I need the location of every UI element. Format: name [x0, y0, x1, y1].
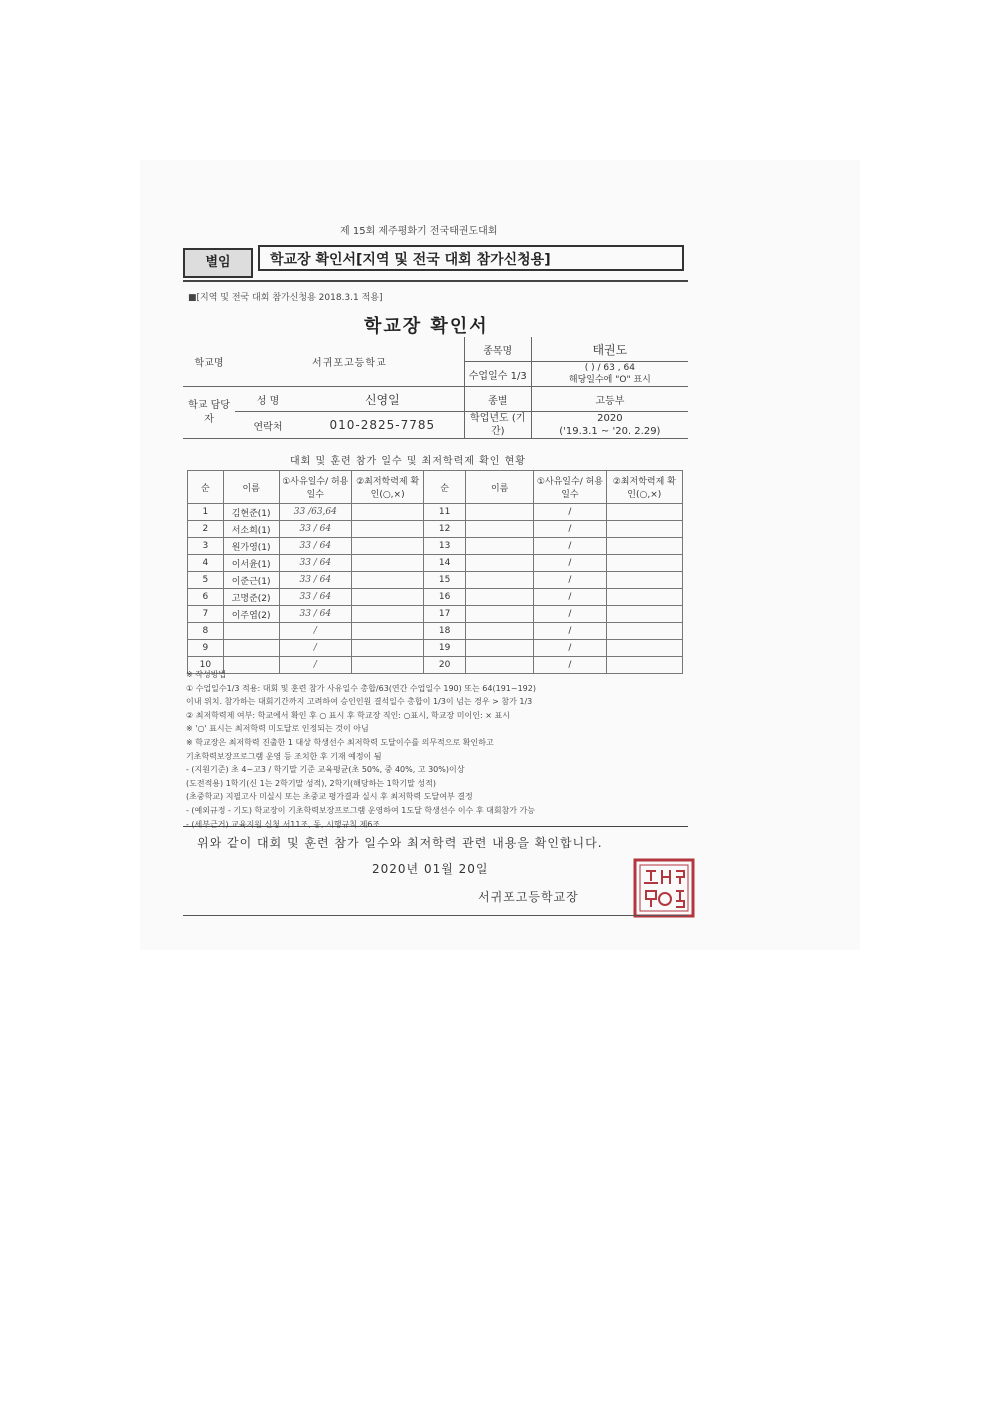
document-title: 학교장 확인서 [364, 316, 489, 337]
student-name [466, 606, 534, 623]
period-label: 학업년도 (기간) [464, 412, 531, 439]
divider [183, 826, 688, 827]
row-number: 11 [424, 504, 466, 521]
note-line: ※ 학교장은 최저학력 진출한 1 대상 학생선수 최저학력 도달이수를 의무적으로 확인하고 [186, 737, 494, 747]
absence-days: / [534, 555, 606, 572]
note-line: 이내 위치. 참가하는 대회기간까지 고려하여 승인인원 결석일수 총합이 1/3이 넘는 경우 > 참가 1/3 [186, 697, 533, 707]
row-number: 8 [188, 623, 224, 640]
academic-check [351, 623, 423, 640]
col-no: 순 [424, 471, 466, 504]
table-row [188, 606, 683, 623]
period-cell [531, 412, 688, 439]
table-row [188, 538, 683, 555]
row-number: 20 [424, 657, 466, 674]
row-number: 1 [188, 504, 224, 521]
student-name: 서소희(1) [223, 521, 279, 538]
absence-days: / [534, 640, 606, 657]
absence-days: / [534, 538, 606, 555]
student-name [223, 623, 279, 640]
table-row [188, 504, 683, 521]
absence-days: 33 / 64 [279, 606, 351, 623]
student-name: 고명준(2) [223, 589, 279, 606]
student-name [466, 572, 534, 589]
note-line: - (예외규정 - 기도) 학교장이 기초학력보장프로그램 운영하여 1도달 학생선수 이수 후 대회참가 가능 [186, 805, 536, 815]
academic-check [606, 623, 682, 640]
notes [186, 668, 686, 831]
absence-days: / [534, 589, 606, 606]
absence-days: 33 / 64 [279, 572, 351, 589]
student-name: 원가영(1) [223, 538, 279, 555]
student-name: 김현준(1) [223, 504, 279, 521]
absence-days: 33 / 64 [279, 589, 351, 606]
attend-label: 수업일수 1/3 [464, 362, 531, 387]
academic-check [351, 555, 423, 572]
school-name: 서귀포고등학교 [235, 337, 464, 387]
table-row [188, 521, 683, 538]
note-line: (초중학교) 지필고사 미실시 또는 초중교 평가결과 실시 후 최저학력 도달여부 결정 [186, 792, 473, 802]
student-name: 이서윤(1) [223, 555, 279, 572]
academic-check [351, 572, 423, 589]
col-days: ①사유일수/ 허용일수 [279, 471, 351, 504]
row-number: 17 [424, 606, 466, 623]
row-number: 15 [424, 572, 466, 589]
staff-label: 학교 담당자 [183, 387, 235, 439]
absence-days: 33 / 64 [279, 521, 351, 538]
student-name: 이준근(1) [223, 572, 279, 589]
absence-days: / [534, 657, 606, 674]
academic-check [606, 572, 682, 589]
absence-days: / [534, 606, 606, 623]
name-value: 신영일 [301, 387, 464, 412]
note-line: ② 최저학력제 여부: 학교에서 확인 후 ○ 표시 후 학교장 직인: ○표시, 학교장 미이인: × 표시 [186, 710, 510, 720]
table-row [188, 623, 683, 640]
row-number: 9 [188, 640, 224, 657]
academic-check [606, 606, 682, 623]
event-value: 태권도 [531, 337, 688, 362]
contact-label: 연락처 [235, 412, 301, 439]
contact-value: 010-2825-7785 [301, 412, 464, 439]
note-line: ※ 작성방법 [186, 670, 227, 679]
note-line: 기초학력보장프로그램 운영 등 조치한 후 기재 예정이 됨 [186, 751, 382, 761]
attend-value: ( ) / 63 , 64 [584, 363, 635, 373]
student-name [223, 640, 279, 657]
academic-check [606, 640, 682, 657]
period-year: 2020 [597, 413, 623, 424]
row-number: 16 [424, 589, 466, 606]
student-name [466, 538, 534, 555]
row-number: 4 [188, 555, 224, 572]
absence-days: / [279, 640, 351, 657]
academic-check [606, 555, 682, 572]
absence-days: 33 / 64 [279, 538, 351, 555]
row-number: 12 [424, 521, 466, 538]
row-number: 2 [188, 521, 224, 538]
note-line: - (세부근거) 교육지원 신청 서11조, 동, 시행규칙 제6조 [186, 819, 381, 829]
academic-check [606, 504, 682, 521]
table-row [188, 640, 683, 657]
row-number: 5 [188, 572, 224, 589]
col-no: 순 [188, 471, 224, 504]
table-row [188, 589, 683, 606]
table-row [188, 555, 683, 572]
col-check: ②최저학력제 확인(○,×) [606, 471, 682, 504]
event-name: 제 15회 제주평화기 전국태권도대회 [340, 226, 498, 237]
issue-date: 2020년 01월 20일 [372, 862, 489, 876]
academic-check [351, 521, 423, 538]
absence-days: / [534, 521, 606, 538]
period-range: ('19.3.1 ~ '20. 2.29) [559, 426, 661, 437]
academic-check [351, 640, 423, 657]
col-name: 이름 [223, 471, 279, 504]
note-line: ① 수업일수1/3 적용: 대회 및 훈련 참가 사유일수 총합/63(연간 수업일수 190) 또는 64(191~192) [186, 683, 536, 693]
absence-days: 33 / 64 [279, 555, 351, 572]
student-name [466, 521, 534, 538]
row-number: 6 [188, 589, 224, 606]
absence-days: 33 /63,64 [279, 504, 351, 521]
attend-note: 해당일수에 "O" 표시 [568, 375, 651, 385]
academic-check [351, 538, 423, 555]
student-name [466, 640, 534, 657]
col-name: 이름 [466, 471, 534, 504]
row-number: 10 [188, 657, 224, 674]
attendance-section-title: 대회 및 훈련 참가 일수 및 최저학력제 확인 현황 [290, 456, 526, 467]
attend-cell [531, 362, 688, 387]
absence-days: / [534, 623, 606, 640]
event-label: 종목명 [464, 337, 531, 362]
academic-check [351, 589, 423, 606]
academic-check [351, 606, 423, 623]
attendance-table [187, 470, 683, 674]
confirm-statement: 위와 같이 대회 및 훈련 참가 일수와 최저학력 관련 내용을 확인합니다. [197, 836, 603, 850]
row-number: 19 [424, 640, 466, 657]
academic-check [351, 504, 423, 521]
absence-days: / [279, 657, 351, 674]
note-line: (도전적용) 1학기(신 1는 2학기말 성적), 2학기(해당하는 1학기말 성적) [186, 778, 436, 788]
student-name: 이주엽(2) [223, 606, 279, 623]
row-number: 13 [424, 538, 466, 555]
absence-days: / [534, 504, 606, 521]
col-check: ②최저학력제 확인(○,×) [351, 471, 423, 504]
student-name [466, 504, 534, 521]
division-label: 종별 [464, 387, 531, 412]
name-label: 성 명 [235, 387, 301, 412]
official-seal-icon [632, 857, 696, 919]
table-row [188, 572, 683, 589]
division-value: 고등부 [531, 387, 688, 412]
principal-signature: 서귀포고등학교장 [478, 890, 579, 904]
form-badge: 별임 [183, 248, 253, 278]
note-line: ※ '○' 표시는 최저학력 미도달로 인정되는 것이 아님 [186, 724, 369, 734]
student-name [466, 589, 534, 606]
info-table [183, 337, 688, 439]
row-number: 14 [424, 555, 466, 572]
student-name [466, 623, 534, 640]
note-line: - (지원기준) 초 4~고3 / 학기말 기준 교육평균(초 50%, 중 40%, 고 30%)이상 [186, 765, 465, 775]
row-number: 18 [424, 623, 466, 640]
row-number: 3 [188, 538, 224, 555]
row-number: 7 [188, 606, 224, 623]
academic-check [606, 589, 682, 606]
divider [183, 915, 688, 916]
col-days: ①사유일수/ 허용일수 [534, 471, 606, 504]
academic-check [606, 521, 682, 538]
academic-check [606, 538, 682, 555]
school-label: 학교명 [183, 337, 235, 387]
absence-days: / [279, 623, 351, 640]
form-title: 학교장 확인서[지역 및 전국 대회 참가신청용] [258, 245, 684, 271]
form-subnote: ■[지역 및 전국 대회 참가신청용 2018.3.1 적용] [188, 293, 383, 303]
divider [183, 280, 688, 282]
absence-days: / [534, 572, 606, 589]
student-name [466, 555, 534, 572]
